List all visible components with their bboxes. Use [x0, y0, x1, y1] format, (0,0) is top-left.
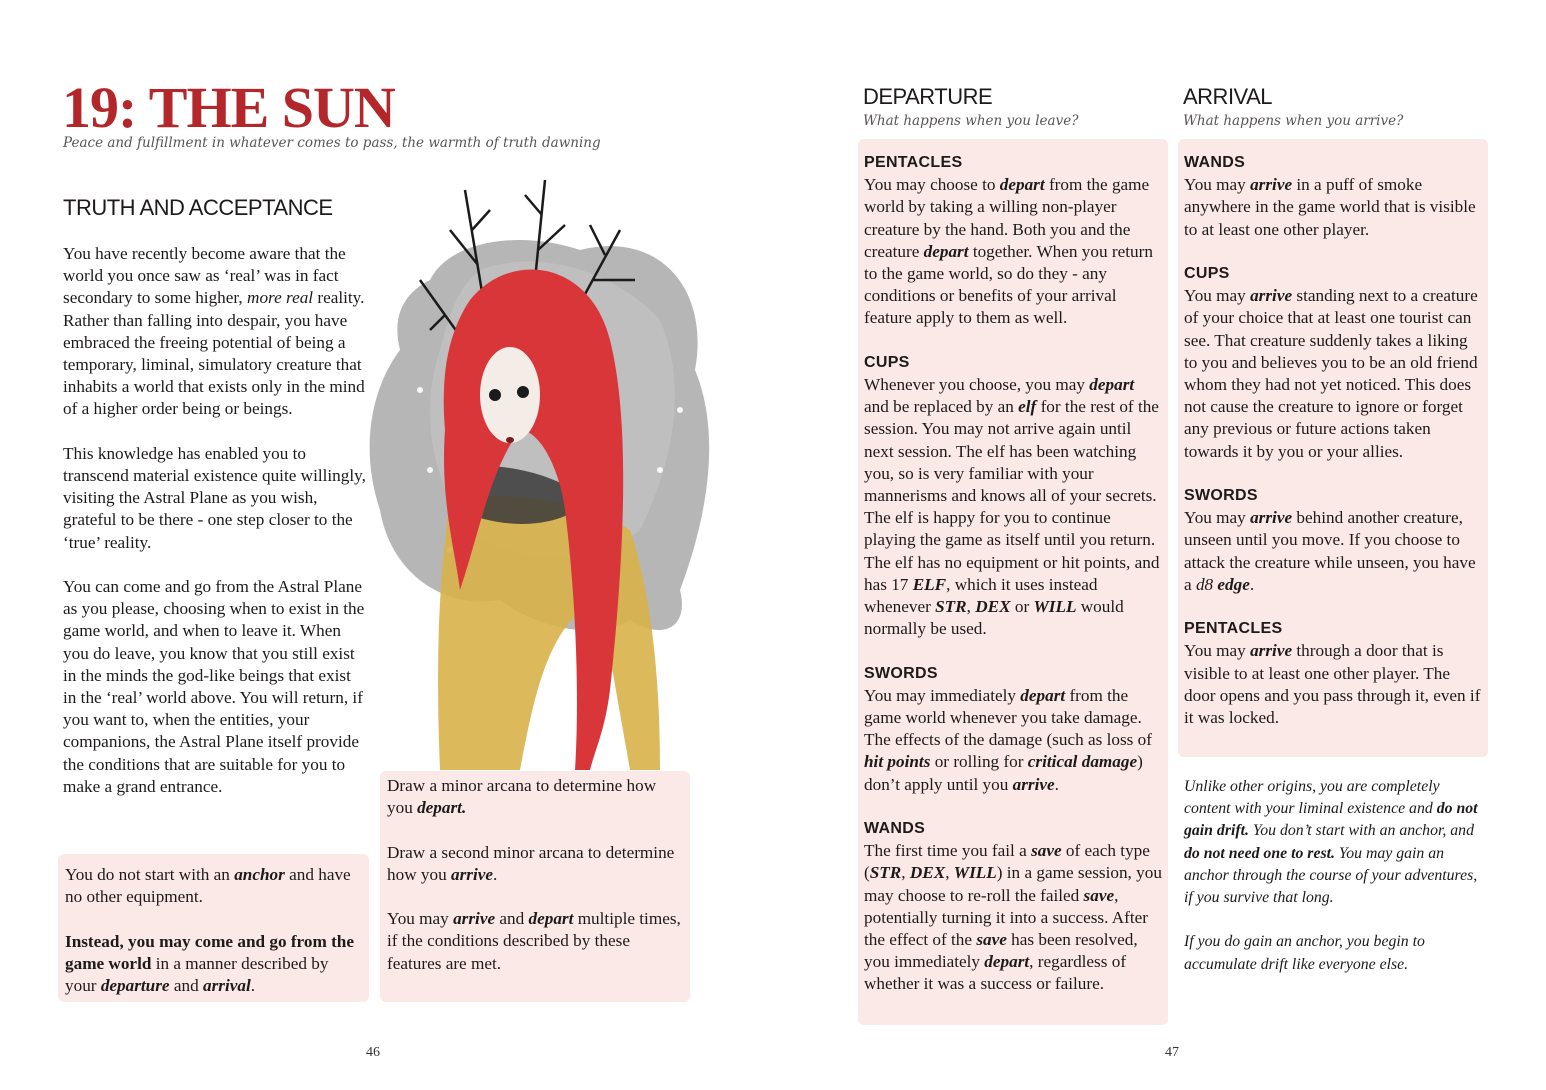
draw-depart-paragraph	[387, 775, 684, 819]
keyword: arrive	[1250, 641, 1293, 661]
departure-swords-title: SWORDS	[864, 664, 938, 682]
keyword: edge	[1217, 574, 1250, 594]
text-run: .	[493, 864, 498, 884]
keyword: arrival	[202, 976, 251, 995]
mouth	[506, 437, 514, 443]
emphasis: more real	[247, 288, 314, 308]
drift-note	[1184, 776, 1489, 998]
illustration-svg	[360, 170, 735, 770]
text-run: .	[250, 976, 256, 995]
page-subtitle: Peace and fulfillment in whatever comes to pass, the warmth of truth dawning	[63, 135, 601, 151]
text-run: Unlike other origins, you are completely content with your liminal existence and	[1184, 778, 1440, 818]
draw-instructions-box	[380, 771, 690, 1002]
text-run: , potentially turning it into a success. After the effect of the	[864, 885, 1149, 950]
keyword: depart	[999, 175, 1045, 195]
text-run: has been resolved, you immediately	[864, 930, 1138, 972]
text-run: You may	[1184, 508, 1251, 528]
departure-box	[858, 139, 1168, 1025]
arrival-pentacles-text	[1184, 640, 1482, 729]
text-run: and have no other equipment.	[65, 865, 351, 907]
text-run: from the game world by taking a willing non-player creature by the hand. Both you and the creature	[864, 175, 1150, 261]
bold-text: Instead, you may come and go from the game world	[65, 931, 354, 973]
text-run: ,	[945, 863, 954, 883]
arrival-cups-text	[1184, 285, 1482, 463]
paragraph-3: You can come and go from the Astral Plane as you please, choosing when to exist in the game world, and when to leave it. When you do leave, you know that you still exist in the minds the god-like beings that exist in the ‘real’ world above. You will return, if you want to, when the entities, your companions, the Astral Plane itself provide the conditions that are suitable for you to make a grand entrance.	[63, 577, 365, 796]
dice-notation: d8	[1195, 574, 1214, 594]
text-run: ,	[901, 863, 910, 883]
keyword: save	[1031, 841, 1062, 861]
text-run: ) in a game session, you may choose to re-roll the failed	[864, 863, 1162, 905]
keyword: elf	[1018, 397, 1037, 417]
keyword: save	[976, 930, 1007, 950]
text-run: Whenever you choose, you may	[864, 375, 1090, 395]
body-text	[63, 243, 368, 820]
keyword: WILL	[1033, 597, 1077, 617]
text-run: behind another creature, unseen until you move. If you choose to attack the creature while unseen, you have a	[1184, 508, 1476, 594]
arrival-cups-title: CUPS	[1184, 265, 1230, 282]
keyword: depart	[528, 909, 574, 929]
keyword: depart	[1020, 685, 1066, 705]
departure-swords-text	[864, 685, 1162, 796]
departure-wands-title: WANDS	[864, 820, 926, 838]
departure-heading: DEPARTURE	[863, 84, 993, 109]
keyword: arrive	[450, 864, 493, 884]
text-run: You may	[387, 909, 454, 929]
text-run: from the game world whenever you take damage. The effects of the damage (such as loss of	[864, 685, 1152, 750]
keyword: arrive	[1250, 286, 1293, 306]
text-run: in a puff of smoke anywhere in the game world that is visible to at least one other player.	[1184, 175, 1476, 239]
red-haired-figure-illustration	[360, 170, 735, 770]
arrival-wands-text	[1184, 174, 1482, 241]
keyword: depart.	[417, 798, 467, 818]
section-heading: TRUTH AND ACCEPTANCE	[63, 195, 333, 220]
text-run: You may gain an anchor through the course of your adventures, if you survive that long.	[1184, 844, 1478, 907]
text-run: You do not start with an	[65, 865, 235, 884]
come-and-go-paragraph	[65, 931, 363, 998]
text-run: Draw a second minor arcana to determine how you	[387, 842, 675, 884]
text-run: together. When you return to the game world, so do they - any conditions or benefits of your arrival feature apply to them as well.	[864, 241, 1153, 328]
keyword: depart	[923, 241, 969, 261]
left-eye	[489, 389, 501, 401]
arrival-swords-text	[1184, 507, 1482, 596]
keyword: arrive	[453, 909, 496, 929]
anchor-paragraph: If you do gain an anchor, you begin to accumulate drift like everyone else.	[1184, 933, 1425, 973]
keyword: save	[1083, 885, 1115, 905]
equipment-note-box	[58, 854, 369, 1002]
keyword: DEX	[909, 863, 946, 883]
paragraph-2: This knowledge has enabled you to transcend material existence quite willingly, visiting the Astral Plane as you wish, grateful to be there - one step closer to the ‘true’ reality.	[63, 443, 366, 552]
text-run: Draw a minor arcana to determine how you	[387, 776, 657, 818]
departure-pentacles-title: PENTACLES	[864, 154, 963, 171]
arrival-box	[1178, 139, 1488, 757]
departure-subheading: What happens when you leave?	[863, 113, 1079, 129]
departure-cups-title: CUPS	[864, 353, 910, 371]
keyword: ELF	[912, 574, 947, 594]
text-run: would normally be used.	[864, 597, 1124, 639]
keyword: departure	[100, 976, 170, 995]
text-run: You may	[1184, 641, 1251, 661]
text-run: .	[1249, 574, 1255, 594]
text-run: through a door that is visible to at least one other player. The door opens and you pass through it, even if it was locked.	[1184, 641, 1481, 728]
text-run: The first time you fail a	[864, 841, 1032, 861]
arrival-subheading: What happens when you arrive?	[1183, 113, 1404, 129]
text-run: and	[495, 909, 529, 929]
text-run: You may	[1184, 286, 1251, 306]
departure-pentacles-text	[864, 174, 1162, 329]
keyword: arrive	[1012, 774, 1055, 794]
text-run: standing next to a creature of your choice that at least one tourist can see. That creature suddenly takes a liking to you and believes you to be an old friend whom they had not yet noticed. This does not cause the creature to ignore or forget any previous or future actions taken towards it by you or your allies.	[1184, 286, 1478, 461]
drift-paragraph	[1184, 776, 1489, 909]
text-run: You may choose to	[864, 175, 1000, 195]
right-page	[773, 0, 1546, 1090]
keyword: STR	[869, 863, 902, 883]
text-run: You don’t start with an anchor, and	[1248, 822, 1474, 840]
departure-wands-text	[864, 840, 1162, 995]
text-run: You may	[1184, 175, 1251, 195]
page-number-right: 47	[1165, 1045, 1179, 1060]
keyword: hit points	[864, 752, 931, 772]
keyword: depart	[984, 952, 1030, 972]
arrival-wands-title: WANDS	[1184, 154, 1246, 171]
departure-cups-text	[864, 374, 1162, 640]
text-run: in a manner described by your	[65, 953, 329, 995]
multiple-times-paragraph	[387, 908, 684, 975]
text-run: reality. Rather than falling into despair, you have embraced the freeing potential of being a temporary, liminal, simulatory creature that inhabits a world that exists only in the mind of a higher order being or beings.	[63, 288, 365, 419]
bold-text: do not need one to rest.	[1184, 844, 1335, 862]
page-title: 19: THE SUN	[62, 75, 395, 140]
right-eye	[517, 386, 529, 398]
text-run: for the rest of the session. You may not arrive again until next session. The elf has been watching you, so is very familiar with your mannerisms and knows all of your secrets. The elf is happy for you to continue playing the game as itself until you return. The elf has no equipment or hit points, and has 17	[864, 397, 1160, 594]
keyword: WILL	[953, 863, 997, 883]
page-number-left: 46	[366, 1045, 380, 1060]
equipment-paragraph	[65, 864, 363, 908]
text-run: or rolling for	[930, 752, 1028, 772]
arrival-pentacles-title: PENTACLES	[1184, 620, 1283, 638]
text-run: and	[169, 976, 203, 995]
text-run: or	[1010, 597, 1034, 617]
text-run: multiple times, if the conditions described by these features are met.	[387, 909, 681, 973]
text-run: ,	[966, 597, 976, 617]
text-run: .	[1054, 774, 1059, 794]
arrival-heading: ARRIVAL	[1183, 84, 1273, 109]
keyword: critical damage	[1027, 752, 1138, 772]
paragraph-1	[63, 243, 368, 421]
keyword: depart	[1089, 375, 1135, 395]
keyword: anchor	[234, 865, 285, 884]
bold-text: do not gain drift.	[1184, 800, 1478, 840]
text-run: You have recently become aware that the world you once saw as ‘real’ was in fact secondary to some higher,	[63, 244, 346, 308]
text-run: ) don’t apply until you	[864, 752, 1143, 794]
text-run: , regardless of whether it was a success or failure.	[864, 952, 1127, 994]
draw-arrive-paragraph	[387, 842, 684, 886]
keyword: DEX	[975, 597, 1011, 617]
keyword: arrive	[1250, 175, 1293, 195]
text-run: You may immediately	[864, 685, 1021, 705]
keyword: arrive	[1250, 508, 1293, 528]
text-run: of each type (	[864, 841, 1150, 883]
keyword: STR	[935, 597, 967, 617]
text-run: and be replaced by an	[864, 397, 1019, 417]
arrival-swords-title: SWORDS	[1184, 487, 1258, 505]
text-run: , which it uses instead whenever	[864, 574, 1098, 617]
